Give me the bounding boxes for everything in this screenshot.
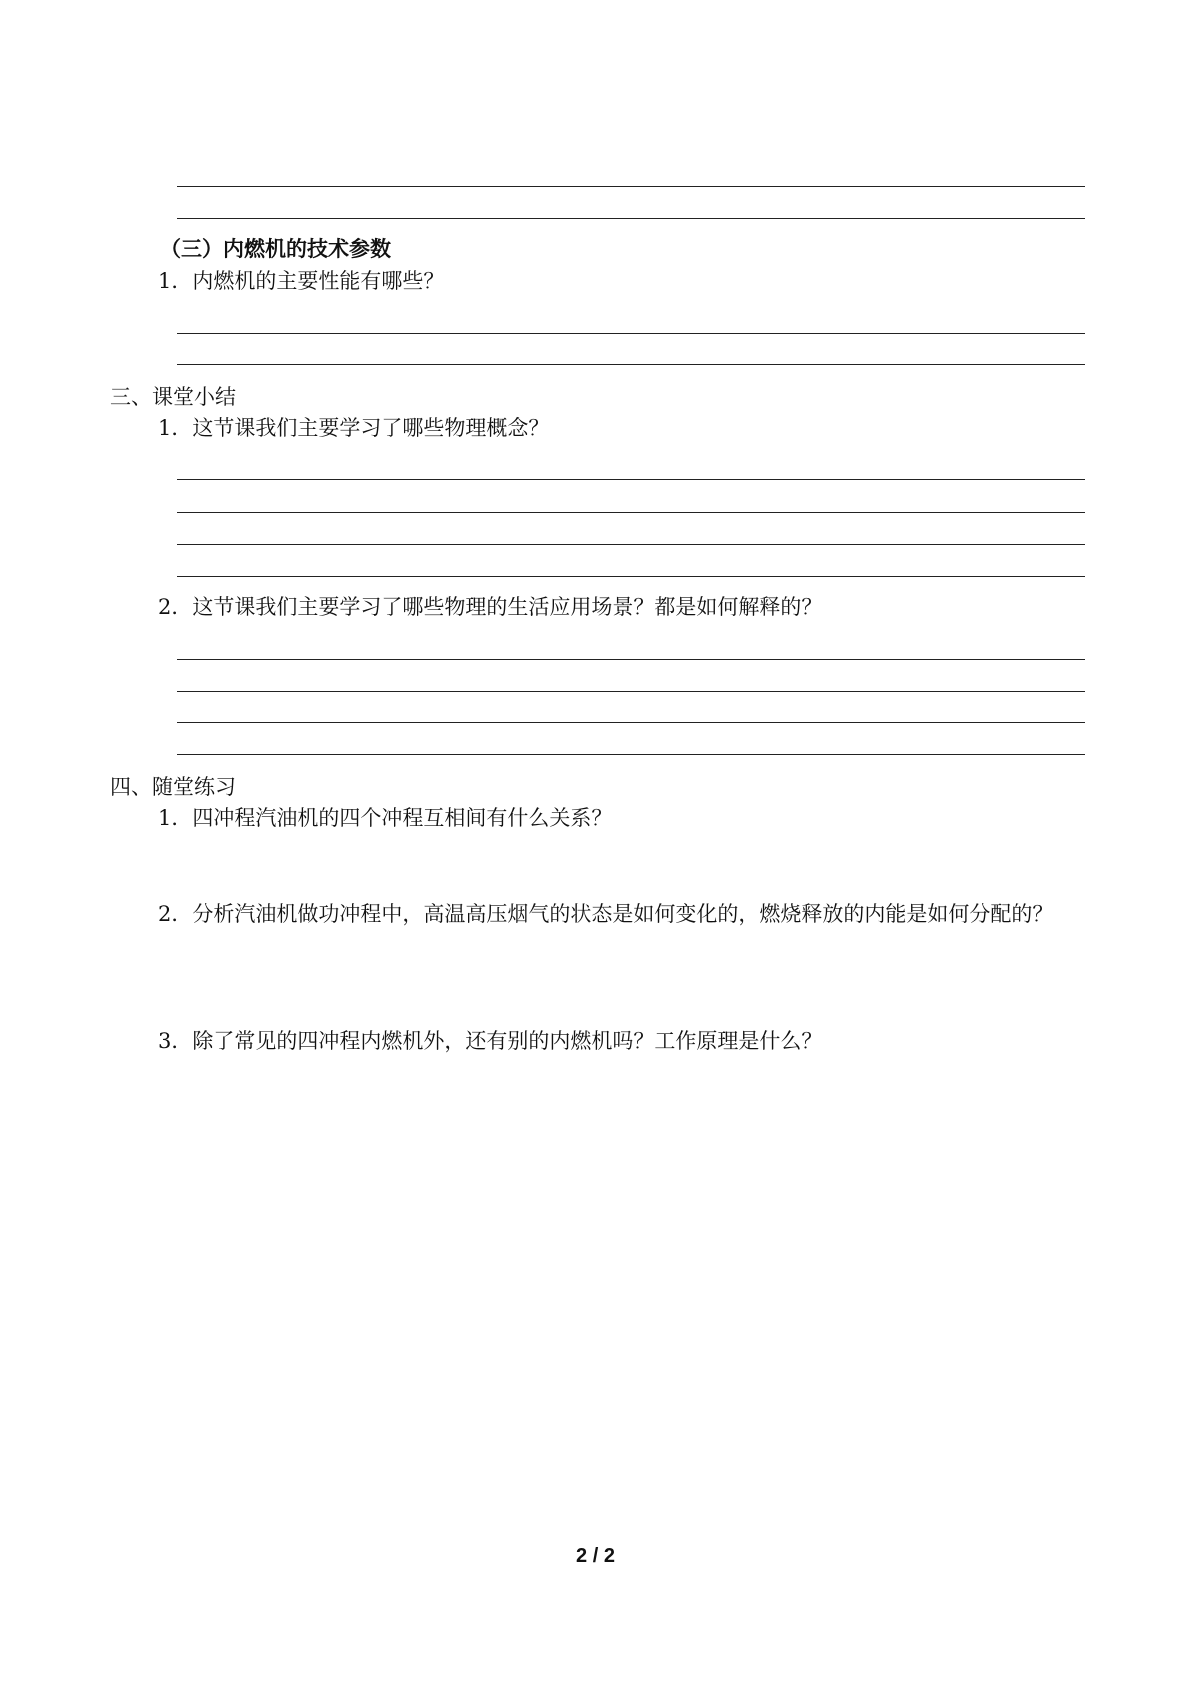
answer-line [177,754,1085,755]
answer-line [177,576,1085,577]
answer-line [177,659,1085,660]
question-text: 2．分析汽油机做功冲程中，高温高压烟气的状态是如何变化的，燃烧释放的内能是如何分配的？ [158,902,1054,926]
question-text: 3．除了常见的四冲程内燃机外，还有别的内燃机吗？工作原理是什么？ [158,1029,823,1053]
section-heading-technical-parameters: （三）内燃机的技术参数 [160,236,391,261]
answer-line [177,364,1085,365]
answer-line [177,186,1085,187]
question-text: 2．这节课我们主要学习了哪些物理的生活应用场景？都是如何解释的？ [158,595,823,619]
page-number: 2 / 2 [576,1545,615,1567]
answer-line [177,333,1085,334]
answer-line [177,479,1085,480]
answer-line [177,544,1085,545]
section-heading-summary: 三、课堂小结 [110,385,236,409]
answer-line [177,691,1085,692]
question-text: 1．这节课我们主要学习了哪些物理概念？ [158,416,550,440]
question-text: 1．内燃机的主要性能有哪些？ [158,269,445,293]
question-text: 1．四冲程汽油机的四个冲程互相间有什么关系？ [158,806,613,830]
answer-line [177,512,1085,513]
answer-line [177,218,1085,219]
section-heading-practice: 四、随堂练习 [110,775,236,799]
answer-line [177,722,1085,723]
